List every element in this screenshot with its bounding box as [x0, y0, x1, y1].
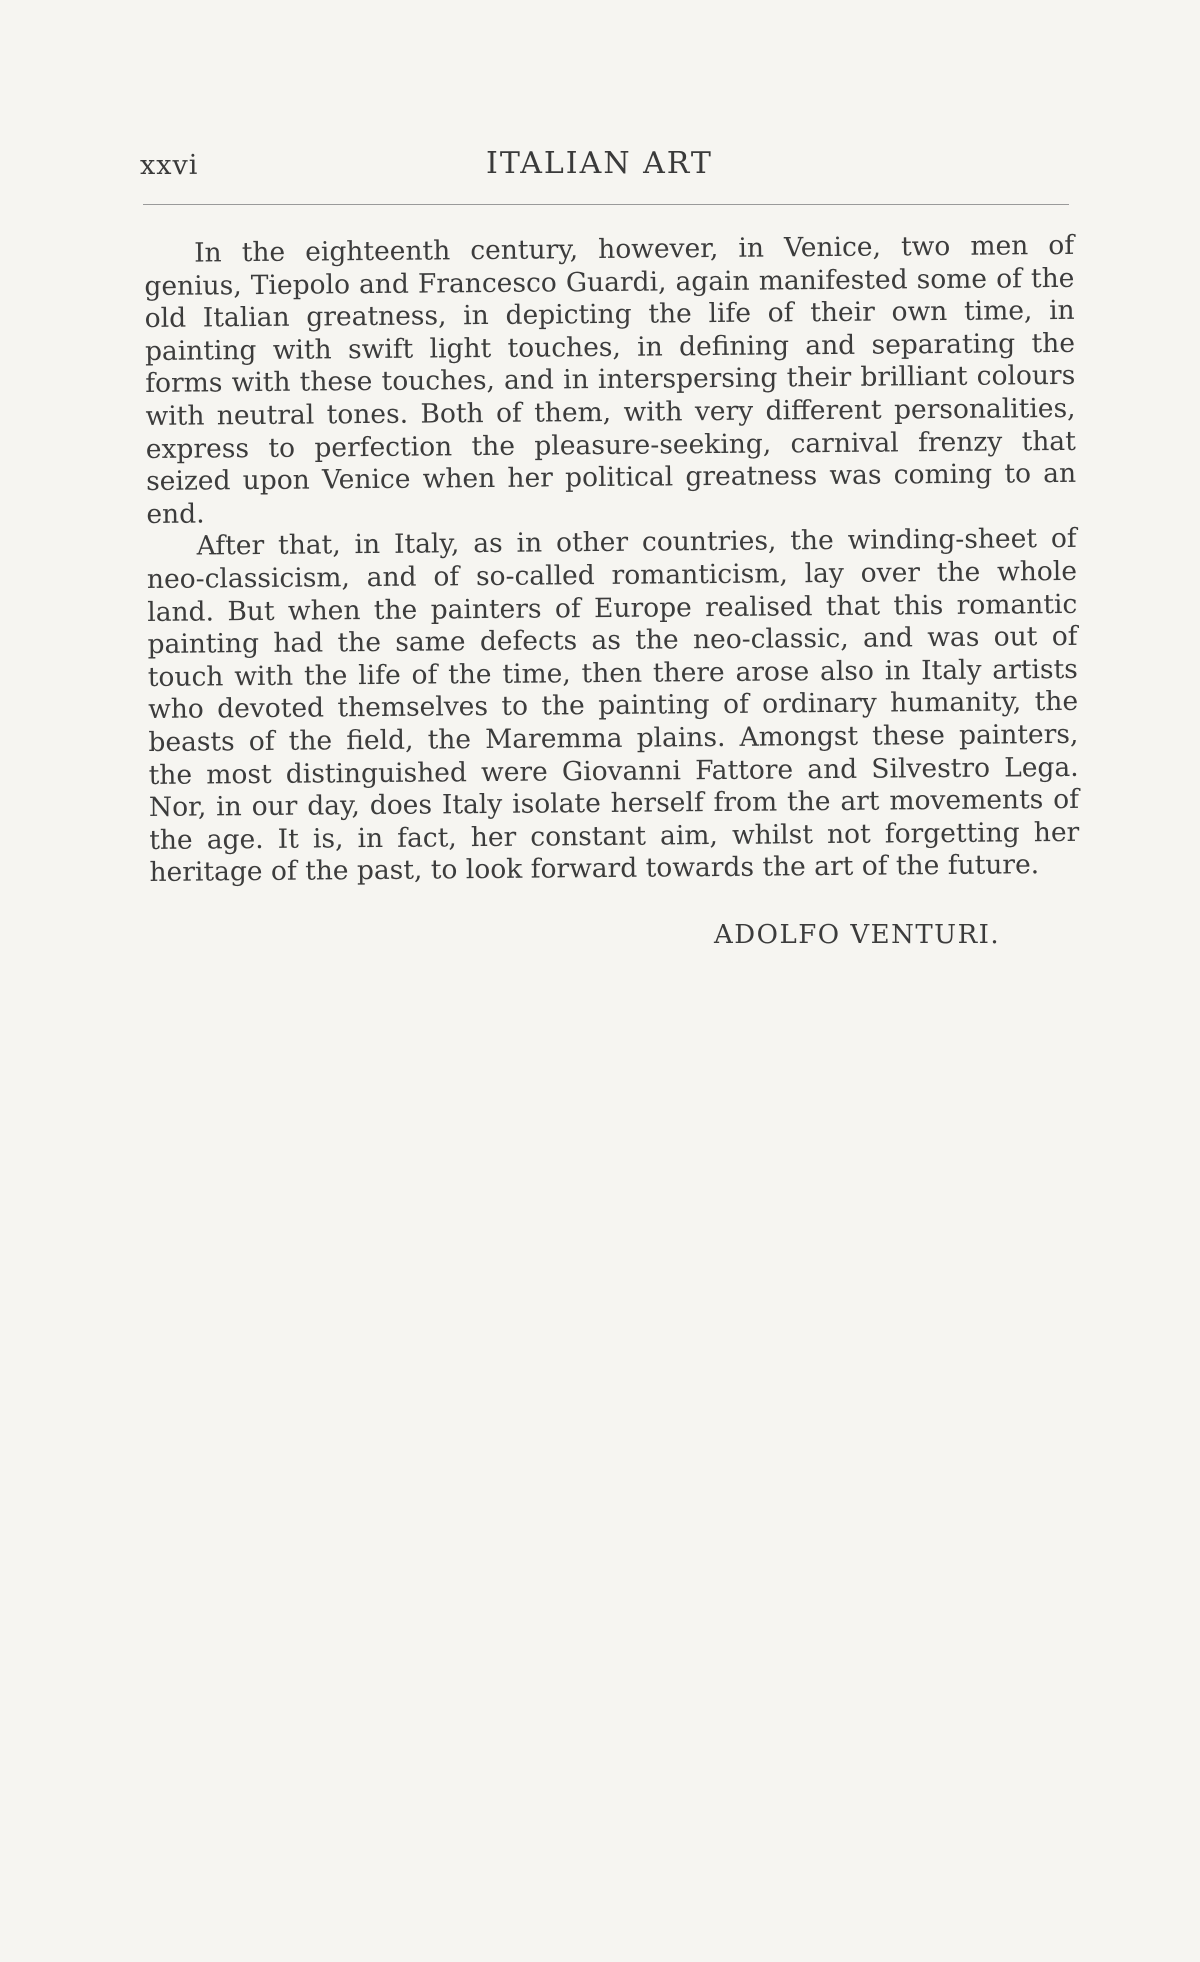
paragraph: In the eighteenth century, however, in Venice, two men of genius, Tiepolo and Francesco Guardi, again manifested some of the old Italian greatness, in depicting the life of their own time, in painting with swift light touches, in defining and separating the forms with these touches, and in interspersing their brilliant colours with neutral tones. Both of them, with very different personalities, express to perfection the pleasure-seeking, carnival frenzy that seized upon Venice when her political greatness was coming to an end.: [144, 229, 1077, 530]
paragraph: After that, in Italy, as in other countries, the winding-sheet of neo-classicism, and of so-called romanticism, lay over the whole land. But when the painters of Europe realised that this romantic painting had the same defects as the neo-classic, and was out of touch with the life of the time, then there arose also in Italy artists who devoted themselves to the painting of ordinary humanity, the beasts of the field, the Maremma plains. Amongst these painters, the most distinguished were Giovanni Fattore and Silvestro Lega. Nor, in our day, does Italy isolate herself from the art movements of the age. It is, in fact, her constant aim, whilst not forgetting her heritage of the past, to look forward towards the art of the future.: [146, 523, 1080, 889]
page-number: xxvi: [140, 150, 199, 181]
header-rule: [143, 204, 1069, 205]
body-text: [144, 230, 1080, 890]
running-head: ITALIAN ART: [486, 146, 713, 181]
author-signature: ADOLFO VENTURI.: [714, 920, 1001, 950]
